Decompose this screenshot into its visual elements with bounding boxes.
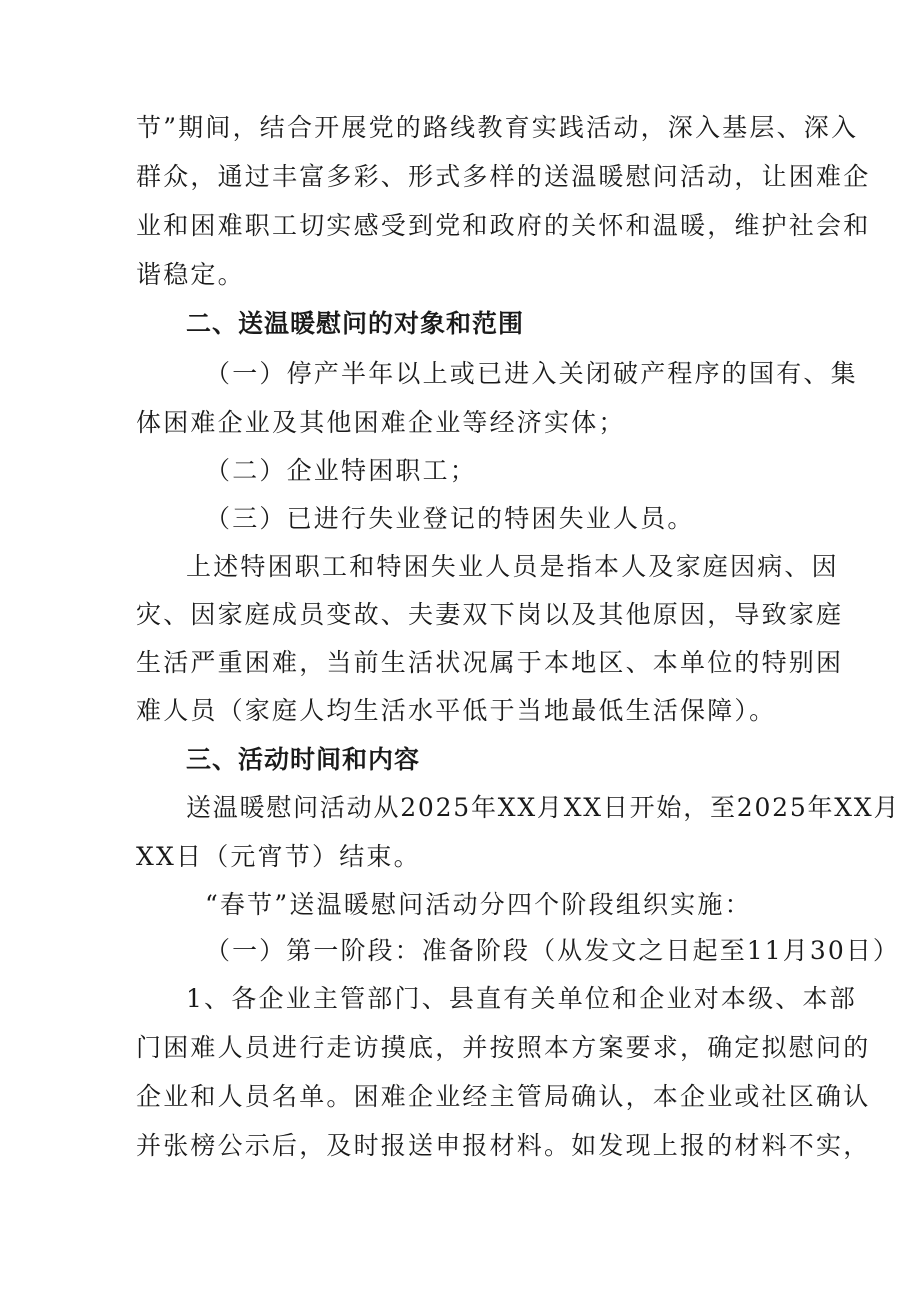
paragraph-line: 1、各企业主管部门、县直有关单位和企业对本级、本部	[186, 984, 857, 1013]
paragraph-line: 体困难企业及其他困难企业等经济实体；	[136, 408, 626, 437]
paragraph-line: 谐稳定。	[136, 260, 245, 289]
paragraph-line: 上述特困职工和特困失业人员是指本人及家庭因病、因	[186, 552, 839, 581]
paragraph-line: XX日（元宵节）结束。	[136, 842, 421, 871]
paragraph-line: 企业和人员名单。困难企业经主管局确认，本企业或社区确认	[136, 1082, 871, 1111]
paragraph-line: 送温暖慰问活动从2025年XX月XX日开始，至2025年XX月	[186, 793, 901, 822]
paragraph-line: 门困难人员进行走访摸底，并按照本方案要求，确定拟慰问的	[136, 1033, 871, 1062]
phase-heading: （一）第一阶段：准备阶段（从发文之日起至11月30日）	[205, 936, 901, 965]
list-item-1: （一）停产半年以上或已进入关闭破产程序的国有、集	[205, 359, 858, 388]
paragraph-line: 生活严重困难，当前生活状况属于本地区、本单位的特别困	[136, 648, 844, 677]
paragraph-line: 群众，通过丰富多彩、形式多样的送温暖慰问活动，让困难企	[136, 162, 871, 191]
paragraph-line: “春节”送温暖慰问活动分四个阶段组织实施：	[205, 890, 752, 919]
paragraph-line: 节”期间，结合开展党的路线教育实践活动，深入基层、深入	[136, 113, 859, 142]
paragraph-line: 并张榜公示后，及时报送申报材料。如发现上报的材料不实，	[136, 1131, 871, 1160]
paragraph-line: 灾、因家庭成员变故、夫妻双下岗以及其他原因，导致家庭	[136, 600, 844, 629]
list-item-2: （二）企业特困职工；	[205, 456, 478, 485]
list-item-3: （三）已进行失业登记的特困失业人员。	[205, 504, 695, 533]
section-heading-2: 二、送温暖慰问的对象和范围	[186, 309, 525, 338]
section-heading-3: 三、活动时间和内容	[186, 745, 421, 774]
paragraph-line: 难人员（家庭人均生活水平低于当地最低生活保障）。	[136, 696, 777, 725]
paragraph-line: 业和困难职工切实感受到党和政府的关怀和温暖，维护社会和	[136, 211, 871, 240]
